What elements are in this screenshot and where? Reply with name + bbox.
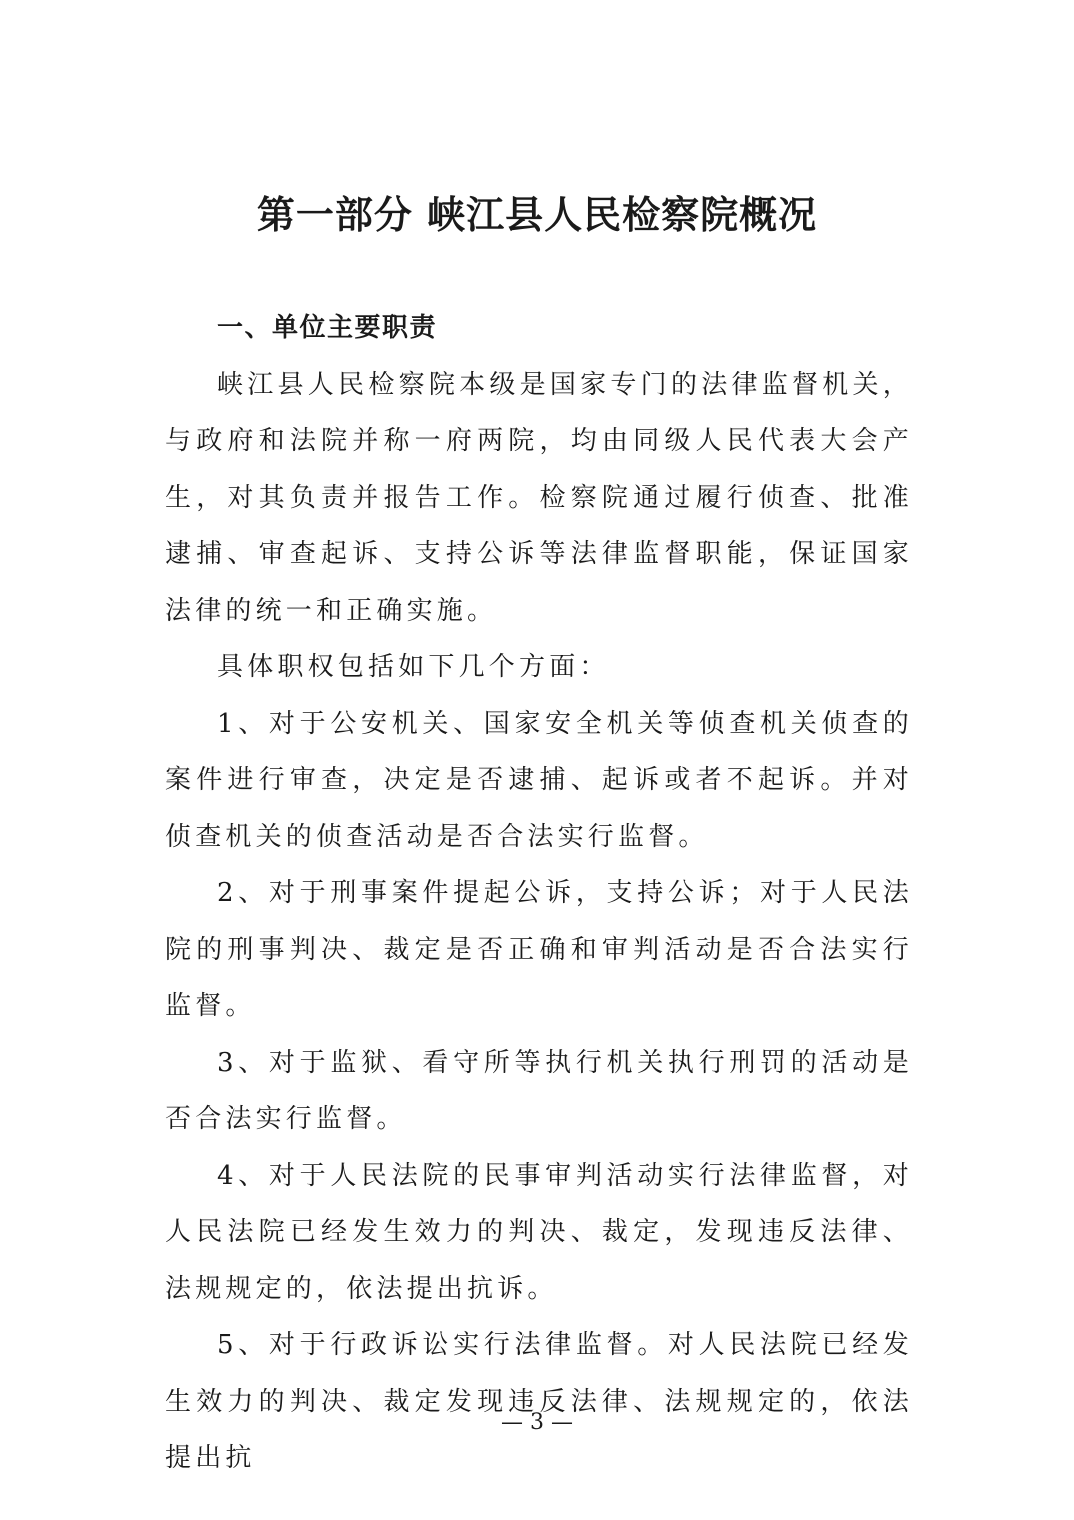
paragraph-item-4: 4、对于人民法院的民事审判活动实行法律监督，对人民法院已经发生效力的判决、裁定，发现违反法律、法规规定的，依法提出抗诉。 — [165, 1160, 913, 1304]
paragraph-item-2: 2、对于刑事案件提起公诉，支持公诉；对于人民法院的刑事判决、裁定是否正确和审判活动是否合法实行监督。 — [165, 878, 913, 1021]
paragraph-item-1: 1、对于公安机关、国家安全机关等侦查机关侦查的案件进行审查，决定是否逮捕、起诉或者不起诉。并对侦查机关的侦查活动是否合法实行监督。 — [165, 708, 913, 852]
page-title: 第一部分 峡江县人民检察院概况 — [256, 192, 818, 237]
page-number: — 3 — — [501, 1410, 573, 1435]
section-heading: 一、单位主要职责 — [217, 313, 438, 343]
paragraph-intro: 具体职权包括如下几个方面： — [217, 652, 610, 682]
paragraph-item-3: 3、对于监狱、看守所等执行机关执行刑罚的活动是否合法实行监督。 — [165, 1047, 913, 1134]
paragraph-item-5: 5、对于行政诉讼实行法律监督。对人民法院已经发生效力的判决、裁定发现违反法律、法规规定的，依法提出抗 — [165, 1330, 913, 1473]
document-body — [165, 300, 913, 1487]
paragraph-overview: 峡江县人民检察院本级是国家专门的法律监督机关，与政府和法院并称一府两院，均由同级人民代表大会产生，对其负责并报告工作。检察院通过履行侦查、批准逮捕、审查起诉、支持公诉等法律监督职能，保证国家法律的统一和正确实施。 — [165, 369, 913, 626]
